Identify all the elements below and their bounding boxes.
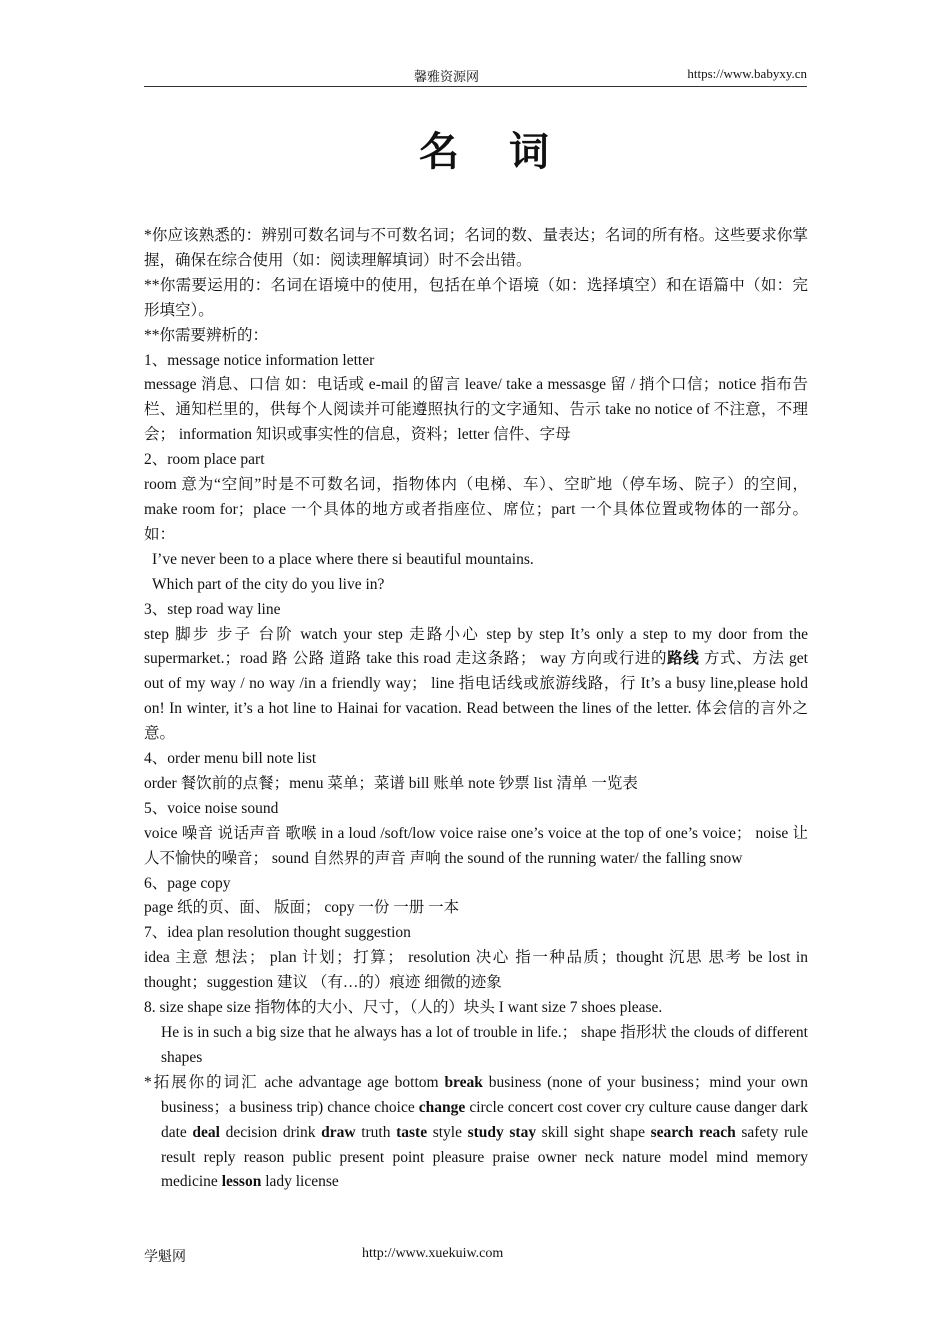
section-3-text-b: 方式、方法 get out of my way / no way /in a friendly way； line 指电话线或旅游线路，行 It’s a busy line,please hold on! In winter, it’s a hot line to Hainai for vacation. Read between the lines of the letter. 体会信的言外之意。 xyxy=(144,650,808,743)
vocab-word-study: study xyxy=(467,1123,504,1141)
vocab-word-stay: stay xyxy=(509,1123,537,1141)
vocab-text: lady license xyxy=(261,1173,339,1191)
vocab-text: style xyxy=(427,1123,468,1141)
page-title: 名 词 xyxy=(419,129,567,175)
vocabulary-list xyxy=(144,1071,808,1196)
section-5-heading: 5、voice noise sound xyxy=(144,799,279,817)
section-1-body: message 消息、口信 如：电话或 e-mail 的留言 leave/ take a messasge 留 / 捎个口信；notice 指布告栏、通知栏里的，供每个人阅读并可能遵照执行的文字通知、告示 take no notice of 不注意，不理会； information 知识或事实性的信息，资料；letter 信件、字母 xyxy=(144,376,808,444)
section-2-example-2: Which part of the city do you live in? xyxy=(152,575,385,593)
header-url: https://www.babyxy.cn xyxy=(687,66,807,81)
intro-distinguish: **你需要辨析的： xyxy=(144,326,269,344)
section-3-text-a: step 脚步 步子 台阶 watch your step 走路小心 step by step It’s only a step to my door from the supermarket.；road 路 公路 道路 take this road 走这条路； way 方向或行进的 xyxy=(144,625,808,668)
vocab-word-reach: reach xyxy=(699,1123,736,1141)
section-3-bold-route: 路线 xyxy=(667,650,700,668)
section-2-body: room 意为“空间”时是不可数名词，指物体内（电梯、车）、空旷地（停车场、院子）的空间，make room for；place 一个具体的地方或者指座位、席位；part 一个具体位置或物体的一部分。如： xyxy=(144,476,808,543)
intro-apply: **你需要运用的：名词在语境中的使用，包括在单个语境（如：选择填空）和在语篇中（如：完形填空）。 xyxy=(144,276,808,319)
vocab-word-change: change xyxy=(418,1098,466,1116)
section-7-body: idea 主意 想法； plan 计划；打算； resolution 决心 指一种品质；thought 沉思 思考 be lost in thought；suggestion 建议 （有…的）痕迹 细微的迹象 xyxy=(144,949,808,992)
document-body xyxy=(144,224,808,1195)
section-5-body: voice 噪音 说话声音 歌喉 in a loud /soft/low voice raise one’s voice at the top of one’s voice； noise 让人不愉快的噪音； sound 自然界的声音 声响 the sound of the running water/ the falling snow xyxy=(144,824,808,867)
vocab-word-search: search xyxy=(650,1123,694,1141)
section-4-body: order 餐饮前的点餐；menu 菜单；菜谱 bill 账单 note 钞票 list 清单 一览表 xyxy=(144,774,638,792)
vocab-word-break: break xyxy=(444,1073,483,1091)
intro-familiar: *你应该熟悉的：辨别可数名词与不可数名词；名词的数、量表达；名词的所有格。这些要求你掌握，确保在综合使用（如：阅读理解填词）时不会出错。 xyxy=(144,227,808,269)
vocab-word-taste: taste xyxy=(396,1123,428,1141)
section-3-heading: 3、step road way line xyxy=(144,600,281,618)
section-2-heading: 2、room place part xyxy=(144,451,265,469)
section-2-example-1: I’ve never been to a place where there si beautiful mountains. xyxy=(152,550,534,568)
section-8-line-2: He is in such a big size that he always has a lot of trouble in life.； shape 指形状 the clouds of different shapes xyxy=(161,1024,808,1066)
footer-url: http://www.xuekuiw.com xyxy=(362,1246,504,1261)
vocab-text: skill sight shape xyxy=(536,1123,651,1141)
footer-site-name: 学魁网 xyxy=(144,1250,186,1265)
vocab-intro: *拓展你的词汇 ache advantage age bottom xyxy=(144,1073,445,1091)
section-3-body xyxy=(144,623,808,748)
vocab-text: truth xyxy=(355,1123,397,1141)
section-6-body: page 纸的页、面、 版面； copy 一份 一册 一本 xyxy=(144,899,460,917)
vocab-text: business (none of your business；mind your own business；a business trip) chance choice xyxy=(161,1073,808,1116)
section-1-heading: 1、message notice information letter xyxy=(144,351,375,369)
vocab-word-deal: deal xyxy=(192,1123,220,1141)
vocab-text: decision drink xyxy=(219,1123,322,1141)
vocab-text: circle concert cost cover cry culture cause danger dark date xyxy=(161,1098,809,1141)
page-header xyxy=(144,66,807,87)
section-4-heading: 4、order menu bill note list xyxy=(144,750,317,768)
vocab-text: safety rule result reply reason public present point pleasure praise owner neck nature model mind memory medicine xyxy=(161,1123,809,1191)
header-site-name: 馨雅资源网 xyxy=(414,69,480,84)
section-6-heading: 6、page copy xyxy=(144,874,231,892)
section-7-heading: 7、idea plan resolution thought suggestion xyxy=(144,924,411,942)
vocab-word-draw: draw xyxy=(321,1123,356,1141)
section-8-line-1: 8. size shape size 指物体的大小、尺寸，（人的）块头 I want size 7 shoes please. xyxy=(144,999,663,1017)
vocab-word-lesson: lesson xyxy=(221,1173,262,1191)
